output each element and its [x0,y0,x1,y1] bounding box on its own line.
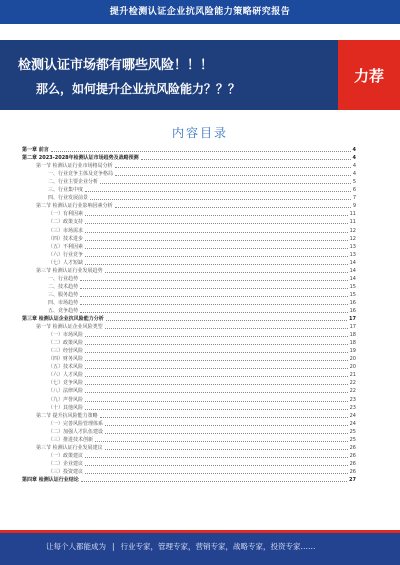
toc-row[interactable] [22,371,356,379]
toc-row[interactable] [22,315,356,323]
toc-row-page: 27 [349,476,356,483]
toc-row-label: 第三节 检测认证行业发展建议 [36,444,103,451]
toc-row-page: 17 [349,324,356,331]
toc-row-page: 7 [352,195,356,202]
toc-row-label: （三）市场需求 [48,227,84,234]
toc-row-page: 16 [349,299,356,306]
banner-headline: 检测认证市场都有哪些风险！！！ [18,58,214,73]
toc-row-label: （一）有利因素 [48,211,84,218]
toc-row-label: （三）经营风险 [48,348,84,355]
toc-row-leader [85,215,348,216]
toc-row[interactable] [22,363,356,371]
toc-row-label: 第四章 检测认证行业结论 [22,476,79,483]
toc-row-leader [141,159,351,160]
toc-row-page: 21 [349,372,356,379]
toc-row[interactable] [22,186,356,194]
toc-row-page: 18 [349,340,356,347]
toc-row-page: 6 [352,187,356,194]
toc-row[interactable] [22,202,356,210]
toc-row-label: 三、服务趋势 [48,291,79,298]
toc-row-leader [90,199,351,200]
toc-row-page: 26 [349,468,356,475]
toc-row-page: 25 [349,428,356,435]
toc-row-leader [115,167,351,168]
toc-row[interactable] [22,339,356,347]
toc-row[interactable] [22,395,356,403]
toc-row-label: （七）人才短缺 [48,259,84,266]
toc-row[interactable] [22,210,356,218]
toc-row[interactable] [22,379,356,387]
toc-row-label: （九）声誉风险 [48,396,84,403]
toc-row[interactable] [22,323,356,331]
toc-row-label: 第二节 提升抗风险能力策略 [36,412,98,419]
toc-row-leader [85,368,348,369]
toc-row[interactable] [22,307,356,315]
toc-row-page: 26 [349,452,356,459]
toc-row-label: （一）政策建议 [48,452,84,459]
toc-row-label: （一）完善风险管理体系 [48,420,104,427]
toc-row[interactable] [22,283,356,291]
toc-row-leader [85,352,348,353]
toc-row-page: 13 [349,243,356,250]
toc-row[interactable] [22,331,356,339]
toc-row-leader [85,344,348,345]
toc-row-page: 4 [352,171,356,178]
toc-row-page: 9 [352,203,356,210]
toc-row[interactable] [22,243,356,251]
toc-row-label: 一、行业趋势 [48,275,79,282]
toc-row-leader [85,191,351,192]
toc-row-leader [85,360,348,361]
toc-row[interactable] [22,267,356,275]
toc-row-leader [95,441,348,442]
toc-row-leader [80,312,348,313]
toc-row-leader [105,272,348,273]
toc-row-page: 11 [349,211,356,218]
toc-row-label: （四）技术进步 [48,235,84,242]
toc-row-leader [51,151,351,152]
toc-row-label: 二、技术趋势 [48,283,79,290]
toc-row-page: 23 [349,404,356,411]
toc-row[interactable] [22,194,356,202]
report-header-bar [0,0,400,24]
toc-row-leader [115,207,351,208]
toc-row-leader [85,248,348,249]
toc-row-label: （二）政策支持 [48,219,84,226]
toc-row-page: 14 [349,259,356,266]
banner-subheadline: 那么，如何提升企业抗风险能力？？？ [36,82,241,96]
toc-row-label: （二）加强人才队伍建设 [48,428,104,435]
toc-row[interactable] [22,347,356,355]
toc-row[interactable] [22,235,356,243]
toc-row-page: 22 [349,388,356,395]
toc-row[interactable] [22,299,356,307]
toc-row-page: 22 [349,380,356,387]
toc-row-label: 第三节 检测认证行业发展趋势 [36,267,103,274]
toc-row-label: （二）政策风险 [48,340,84,347]
brand-badge-label: 力荐 [353,66,384,85]
toc-row-leader [106,320,347,321]
toc-row-leader [100,183,351,184]
toc-row-page: 12 [349,227,356,234]
toc-row-label: （四）财务风险 [48,356,84,363]
toc-row-page: 4 [352,155,356,162]
toc-row[interactable] [22,275,356,283]
toc-row-label: 第二章 2023-2028年检测认证市场趋势及战略预测 [22,155,139,162]
toc-row[interactable] [22,428,356,436]
toc-row-leader [105,449,348,450]
toc-row-label: （一）市场风险 [48,332,84,339]
toc-row[interactable] [22,259,356,267]
toc-row-page: 16 [349,307,356,314]
toc-row-page: 4 [352,147,356,154]
footer-slogan-left: 让每个人都能成为 [46,542,106,551]
toc-row-label: 第一节 检测认证企业风险类型 [36,324,103,331]
toc-row-page: 13 [349,251,356,258]
toc-row-label: （五）技术风险 [48,364,84,371]
toc-row-page: 17 [349,316,356,323]
toc-row-label: 第二节 检测认证行业影响因素分析 [36,203,113,210]
toc-row-page: 24 [349,412,356,419]
toc-row-leader [85,232,348,233]
toc-row-page: 24 [349,420,356,427]
footer-slogan [46,541,316,552]
toc-row-leader [80,288,348,289]
toc-row-page: 25 [349,436,356,443]
toc-title: 内容目录 [171,126,228,140]
toc-row-leader [81,481,347,482]
toc-row-page: 14 [349,267,356,274]
toc-row-leader [100,417,348,418]
toc-row-leader [85,376,348,377]
footer-slogan-right: 行业专家，管理专家，营销专家，战略专家，投资专家…… [120,542,316,551]
toc-row-label: 二、行业主要企业分析 [48,179,99,186]
toc-row-label: 一、行业竞争主体及竞争格局 [48,171,114,178]
toc-row-leader [80,296,348,297]
toc-row[interactable] [22,355,356,363]
toc-row-leader [85,392,348,393]
toc-row-leader [85,409,348,410]
toc-row[interactable] [22,146,356,154]
toc-row-leader [85,240,348,241]
toc-row-label: 四、行业发展前景 [48,195,89,202]
toc-row[interactable] [22,468,356,476]
toc-row-label: 三、行业集中度 [48,187,84,194]
toc-row-page: 18 [349,332,356,339]
toc-row[interactable] [22,162,356,170]
toc-row-page: 14 [349,275,356,282]
toc-row-page: 19 [349,348,356,355]
brand-badge [338,40,400,110]
toc-row[interactable] [22,226,356,234]
toc-row-leader [105,425,348,426]
toc-row-page: 26 [349,444,356,451]
toc-row[interactable] [22,412,356,420]
toc-row-leader [85,384,348,385]
toc-row-label: （七）竞争风险 [48,380,84,387]
toc-row[interactable] [22,420,356,428]
toc-row-label: 五、竞争趋势 [48,307,79,314]
toc-row[interactable] [22,291,356,299]
toc-row-label: 第一节 检测认证行业市场格局分析 [36,163,113,170]
report-title: 提升检测认证企业抗风险能力策略研究报告 [109,7,291,17]
toc-row-leader [85,336,348,337]
toc-row-label: （五）不利因素 [48,243,84,250]
toc-row-leader [80,280,348,281]
toc-row[interactable] [22,170,356,178]
toc-row-label: （六）人才风险 [48,372,84,379]
toc-row-leader [85,223,348,224]
toc-row[interactable] [22,476,356,484]
toc-row[interactable] [22,218,356,226]
toc-row-page: 26 [349,460,356,467]
toc-row[interactable] [22,178,356,186]
toc-row-leader [85,457,348,458]
toc-row-leader [85,473,348,474]
footer-accent-line [0,530,400,533]
toc-row-page: 4 [352,163,356,170]
toc-row-label: （十）其他风险 [48,404,84,411]
toc-row[interactable] [22,387,356,395]
toc-row[interactable] [22,251,356,259]
toc-row[interactable] [22,154,356,162]
toc-row-label: （六）行业竞争 [48,251,84,258]
toc-row-page: 23 [349,396,356,403]
table-of-contents [22,146,356,530]
toc-row-page: 20 [349,364,356,371]
toc-row-leader [85,465,348,466]
toc-row[interactable] [22,404,356,412]
toc-row-page: 15 [349,283,356,290]
toc-row[interactable] [22,452,356,460]
toc-row-leader [85,264,348,265]
toc-row-label: （三）推进技术创新 [48,436,94,443]
toc-row-leader [80,304,348,305]
toc-row-page: 5 [352,179,356,186]
toc-row-label: （二）企业建议 [48,460,84,467]
toc-row[interactable] [22,444,356,452]
toc-row-leader [115,175,351,176]
toc-row-label: 第三章 检测认证企业抗风险能力分析 [22,316,104,323]
toc-row[interactable] [22,460,356,468]
toc-row-label: 第一章 前言 [22,147,49,154]
toc-row-page: 15 [349,291,356,298]
toc-row-label: 四、市场趋势 [48,299,79,306]
toc-row-page: 12 [349,235,356,242]
toc-row[interactable] [22,436,356,444]
toc-row-leader [105,433,348,434]
toc-row-leader [85,256,348,257]
toc-row-page: 11 [349,219,356,226]
footer-divider: | [112,542,115,551]
toc-row-leader [105,328,348,329]
toc-row-leader [85,401,348,402]
toc-row-label: （三）投资建议 [48,468,84,475]
toc-row-page: 20 [349,356,356,363]
toc-row-label: （八）法律风险 [48,388,84,395]
